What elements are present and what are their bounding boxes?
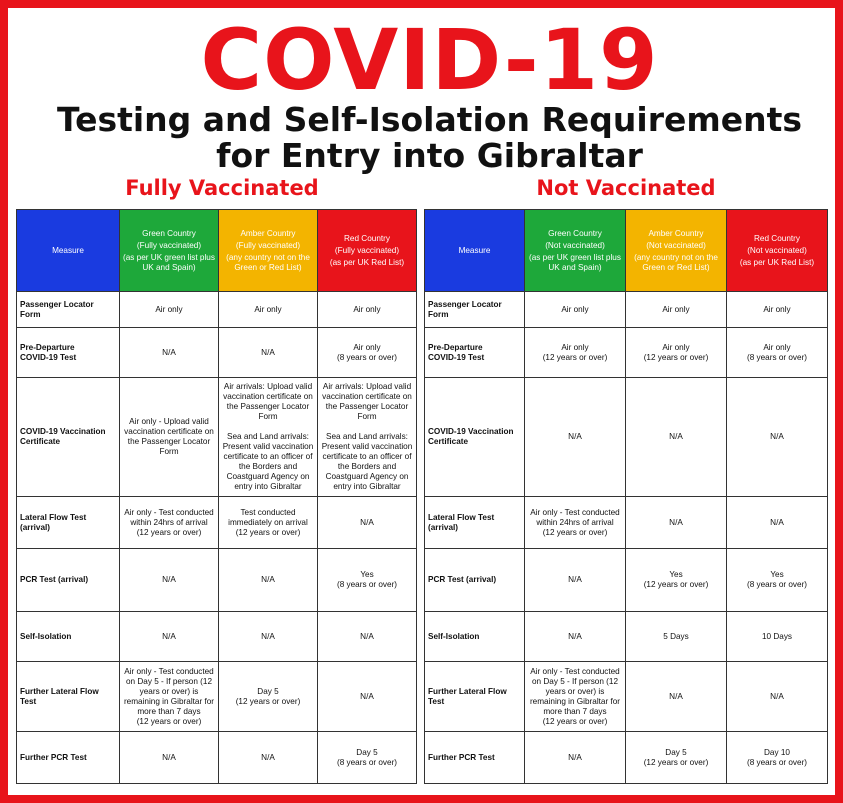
requirement-cell-amber-country xyxy=(626,612,727,662)
requirement-cell-amber-country xyxy=(626,292,727,328)
requirement-cell-red-country xyxy=(318,732,417,784)
measure-cell xyxy=(17,292,120,328)
requirement-cell-red-country xyxy=(318,612,417,662)
column-header-line: (Not vaccinated) xyxy=(747,245,807,255)
requirement-line: N/A xyxy=(162,752,176,762)
requirement-line: 5 Days xyxy=(663,631,689,641)
requirement-line: Sea and Land arrivals: Present valid vaccination certificate to an officer of the Borders and Coastguard Agency on entry into Gibraltar xyxy=(222,432,314,491)
requirement-cell-red-country xyxy=(727,662,828,732)
requirement-cell-green-country xyxy=(525,549,626,612)
requirement-line: Air only - Test conducted on Day 5 - If person (12 years or over) is remaining in Gibraltar for more than 7 days xyxy=(529,666,621,716)
section-heading-not-vaccinated: Not Vaccinated xyxy=(536,176,716,200)
measure-cell xyxy=(17,662,120,732)
column-header-red-country xyxy=(318,210,417,292)
requirement-line: Day 5 xyxy=(356,747,378,757)
subtitle-line-2: for Entry into Gibraltar xyxy=(216,136,643,175)
table-row-passenger-locator-form xyxy=(425,292,828,328)
requirement-line: Air only - Upload valid vaccination certificate on the Passenger Locator Form xyxy=(124,417,214,456)
requirement-line: Day 5 xyxy=(665,747,687,757)
requirement-line: (12 years or over) xyxy=(643,580,709,589)
requirement-line: N/A xyxy=(360,631,374,641)
requirement-cell-amber-country xyxy=(219,732,318,784)
measure-cell xyxy=(17,612,120,662)
requirement-line: (12 years or over) xyxy=(235,527,301,537)
requirement-cell-green-country xyxy=(120,612,219,662)
measure-line: PCR Test (arrival) xyxy=(428,575,497,584)
requirement-line: Air only - Test conducted within 24hrs of arrival xyxy=(530,507,620,527)
requirement-line: N/A xyxy=(568,575,582,584)
requirement-line: Test conducted immediately on arrival xyxy=(228,507,308,527)
requirement-cell-red-country xyxy=(318,292,417,328)
requirement-line: Air only - Test conducted on Day 5 - If person (12 years or over) is remaining in Gibraltar for more than 7 days xyxy=(123,666,215,716)
requirement-cell-red-country xyxy=(727,292,828,328)
column-header-line: (as per UK green list plus UK and Spain) xyxy=(123,252,215,272)
column-header-line: (as per UK green list plus UK and Spain) xyxy=(529,252,621,272)
requirement-line: (12 years or over) xyxy=(643,352,709,362)
requirement-line: N/A xyxy=(770,517,784,527)
requirement-line: N/A xyxy=(261,631,275,641)
requirement-line: (12 years or over) xyxy=(136,716,202,726)
requirement-line: Air only xyxy=(155,304,183,314)
table-row-passenger-locator-form xyxy=(17,292,417,328)
requirement-line: (12 years or over) xyxy=(542,352,608,362)
requirements-table-fully-vaccinated xyxy=(16,209,417,784)
measure-cell xyxy=(17,497,120,549)
column-header-green-country xyxy=(525,210,626,292)
requirement-line: Air only xyxy=(763,342,791,352)
column-header-line: Amber Country xyxy=(648,228,704,238)
requirement-line: (12 years or over) xyxy=(136,527,202,537)
column-header-amber-country xyxy=(219,210,318,292)
table-row-vaccination-certificate xyxy=(17,378,417,497)
requirement-cell-amber-country xyxy=(219,662,318,732)
measure-line: COVID-19 Test xyxy=(428,352,485,362)
requirement-cell-amber-country xyxy=(626,732,727,784)
requirement-line: (8 years or over) xyxy=(746,757,808,767)
requirements-table-not-vaccinated xyxy=(424,209,828,784)
spacer xyxy=(321,422,413,432)
requirement-cell-green-country xyxy=(525,378,626,497)
requirement-line: N/A xyxy=(162,347,176,357)
column-header-line: Amber Country xyxy=(240,228,296,238)
requirement-cell-amber-country xyxy=(219,497,318,549)
requirement-line: (12 years or over) xyxy=(643,757,709,767)
column-header-line: (any country not on the Green or Red List) xyxy=(226,252,310,272)
requirement-line: (8 years or over) xyxy=(336,352,398,362)
measure-line: Passenger Locator Form xyxy=(428,299,502,319)
table-row-pcr-test-arrival xyxy=(17,549,417,612)
measure-cell xyxy=(17,378,120,497)
measure-line: COVID-19 Vaccination Certificate xyxy=(20,427,106,446)
requirement-cell-green-country xyxy=(525,328,626,378)
column-header-line: (Fully vaccinated) xyxy=(136,240,202,250)
requirement-cell-amber-country xyxy=(626,549,727,612)
requirement-cell-amber-country xyxy=(219,328,318,378)
measure-cell xyxy=(425,662,525,732)
measure-line: PCR Test (arrival) xyxy=(20,575,89,584)
requirement-cell-red-country xyxy=(727,328,828,378)
measure-line: Further Lateral Flow Test xyxy=(20,686,99,706)
requirement-line: Air only xyxy=(561,304,589,314)
column-header-measure xyxy=(17,210,120,292)
requirement-line: Air only - Test conducted within 24hrs of arrival xyxy=(124,507,214,527)
requirement-line: N/A xyxy=(261,752,275,762)
measure-line: COVID-19 Test xyxy=(20,352,77,362)
requirement-line: Air only xyxy=(763,304,791,314)
subtitle-line-1: Testing and Self-Isolation Requirements xyxy=(56,100,803,139)
table-row-further-lateral-flow-test xyxy=(425,662,828,732)
requirement-cell-amber-country xyxy=(219,549,318,612)
requirement-line: (12 years or over) xyxy=(542,716,608,726)
requirement-cell-red-country xyxy=(727,732,828,784)
requirement-cell-red-country xyxy=(727,497,828,549)
requirement-line: N/A xyxy=(770,691,784,701)
requirement-line: N/A xyxy=(669,691,683,701)
table-row-further-lateral-flow-test xyxy=(17,662,417,732)
requirement-cell-red-country xyxy=(318,497,417,549)
requirement-cell-red-country xyxy=(318,662,417,732)
requirement-line: (12 years or over) xyxy=(542,527,608,537)
requirement-line: N/A xyxy=(360,517,374,527)
measure-line: COVID-19 Vaccination xyxy=(428,427,514,436)
column-header-line: (Not vaccinated) xyxy=(545,240,605,250)
measure-cell xyxy=(17,732,120,784)
column-header-red-country xyxy=(727,210,828,292)
requirement-cell-red-country xyxy=(318,549,417,612)
requirement-line: (8 years or over) xyxy=(746,580,808,589)
requirement-cell-green-country xyxy=(525,732,626,784)
requirement-cell-green-country xyxy=(120,328,219,378)
requirement-cell-red-country xyxy=(727,378,828,497)
measure-cell xyxy=(17,328,120,378)
requirement-line: Day 5 xyxy=(257,686,279,696)
requirement-line: Air only xyxy=(353,304,381,314)
measure-line: Pre-Departure xyxy=(428,342,483,352)
measure-line: Passenger Locator Form xyxy=(20,299,94,319)
table-row-lateral-flow-test-arrival xyxy=(17,497,417,549)
measure-line: Further Lateral Flow Test xyxy=(428,686,507,706)
requirement-line: N/A xyxy=(770,432,784,441)
requirement-line: N/A xyxy=(162,575,176,584)
requirement-cell-green-country xyxy=(120,732,219,784)
table-row-further-pcr-test xyxy=(17,732,417,784)
measure-cell xyxy=(425,732,525,784)
requirement-line: N/A xyxy=(261,575,275,584)
requirement-line: Air arrivals: Upload valid vaccination certificate on the Passenger Locator Form xyxy=(223,382,313,421)
measure-cell xyxy=(425,549,525,612)
requirement-line: Sea and Land arrivals: Present valid vaccination certificate to an officer of the Borders and Coastguard Agency on entry into Gibraltar xyxy=(321,432,413,491)
measure-line: Lateral Flow Test (arrival) xyxy=(20,512,87,532)
requirement-line: (12 years or over) xyxy=(235,696,301,706)
column-header-line: Green Country xyxy=(548,228,602,238)
column-header-green-country xyxy=(120,210,219,292)
requirement-cell-amber-country xyxy=(219,292,318,328)
column-header-line: (Fully vaccinated) xyxy=(334,245,400,255)
requirement-line: (8 years or over) xyxy=(336,757,398,767)
requirement-cell-green-country xyxy=(525,292,626,328)
requirement-line: N/A xyxy=(669,517,683,527)
table-row-self-isolation xyxy=(17,612,417,662)
column-header-amber-country xyxy=(626,210,727,292)
header-row xyxy=(425,210,828,292)
requirement-cell-amber-country xyxy=(626,378,727,497)
requirement-cell-amber-country xyxy=(626,497,727,549)
measure-line: Self-Isolation xyxy=(428,631,480,641)
requirement-cell-amber-country xyxy=(626,328,727,378)
measure-cell xyxy=(425,292,525,328)
table-row-pre-departure-test xyxy=(17,328,417,378)
table-row-self-isolation xyxy=(425,612,828,662)
measure-line: Pre-Departure xyxy=(20,342,75,352)
requirement-line: Air only xyxy=(254,304,282,314)
requirement-line: (8 years or over) xyxy=(336,580,398,589)
requirement-line: Air only xyxy=(662,342,690,352)
table-row-pcr-test-arrival xyxy=(425,549,828,612)
requirement-cell-green-country xyxy=(120,662,219,732)
requirement-cell-green-country xyxy=(525,612,626,662)
poster-subtitle xyxy=(8,102,843,174)
column-header-line: (Fully vaccinated) xyxy=(235,240,301,250)
poster-title: COVID-19 xyxy=(200,11,659,109)
column-header-line: Measure xyxy=(52,245,84,255)
requirement-line: Air only xyxy=(353,342,381,352)
requirement-cell-amber-country xyxy=(626,662,727,732)
column-header-line: (Not vaccinated) xyxy=(646,240,706,250)
requirement-cell-red-country xyxy=(318,378,417,497)
column-header-line: Measure xyxy=(458,245,491,255)
measure-cell xyxy=(17,549,120,612)
measure-cell xyxy=(425,497,525,549)
requirement-cell-green-country xyxy=(120,549,219,612)
requirement-cell-green-country xyxy=(525,497,626,549)
measure-line: Certificate xyxy=(428,437,469,446)
requirement-line: Yes xyxy=(360,570,374,579)
column-header-line: (as per UK Red List) xyxy=(739,257,815,267)
section-heading-fully-vaccinated: Fully Vaccinated xyxy=(125,176,319,200)
requirement-line: N/A xyxy=(568,432,582,441)
requirement-line: N/A xyxy=(669,432,683,441)
measure-line: Further PCR Test xyxy=(428,752,495,762)
requirement-line: Air only xyxy=(561,342,589,352)
requirement-line: 10 Days xyxy=(761,631,793,641)
requirement-cell-green-country xyxy=(120,292,219,328)
requirement-cell-amber-country xyxy=(219,612,318,662)
requirement-cell-amber-country xyxy=(219,378,318,497)
measure-cell xyxy=(425,612,525,662)
requirement-cell-green-country xyxy=(525,662,626,732)
requirement-line: N/A xyxy=(360,691,374,701)
requirement-line: N/A xyxy=(162,631,176,641)
requirement-cell-red-country xyxy=(727,612,828,662)
table-row-lateral-flow-test-arrival xyxy=(425,497,828,549)
column-header-line: Red Country xyxy=(344,233,390,243)
measure-line: Further PCR Test xyxy=(20,752,87,762)
measure-line: Self-Isolation xyxy=(20,631,72,641)
requirement-cell-green-country xyxy=(120,378,219,497)
table-row-pre-departure-test xyxy=(425,328,828,378)
requirement-cell-green-country xyxy=(120,497,219,549)
column-header-line: (as per UK Red List) xyxy=(329,257,405,267)
spacer xyxy=(222,422,314,432)
requirement-line: (8 years or over) xyxy=(746,352,808,362)
requirement-cell-red-country xyxy=(318,328,417,378)
requirement-line: N/A xyxy=(568,752,582,762)
header-row xyxy=(17,210,417,292)
measure-cell xyxy=(425,328,525,378)
requirement-line: N/A xyxy=(568,631,582,641)
requirement-line: Day 10 xyxy=(764,747,790,757)
requirement-line: Air only xyxy=(662,304,690,314)
table-row-vaccination-certificate xyxy=(425,378,828,497)
requirement-line: Yes xyxy=(669,570,683,579)
requirement-line: Air arrivals: Upload valid vaccination certificate on the Passenger Locator Form xyxy=(322,382,412,421)
measure-cell xyxy=(425,378,525,497)
column-header-measure xyxy=(425,210,525,292)
column-header-line: (any country not on the Green or Red List) xyxy=(634,252,718,272)
column-header-line: Red Country xyxy=(754,233,800,243)
requirement-line: N/A xyxy=(261,347,275,357)
table-row-further-pcr-test xyxy=(425,732,828,784)
requirement-line: Yes xyxy=(770,570,784,579)
requirement-cell-red-country xyxy=(727,549,828,612)
column-header-line: Green Country xyxy=(142,228,196,238)
measure-line: Lateral Flow Test (arrival) xyxy=(428,512,495,532)
